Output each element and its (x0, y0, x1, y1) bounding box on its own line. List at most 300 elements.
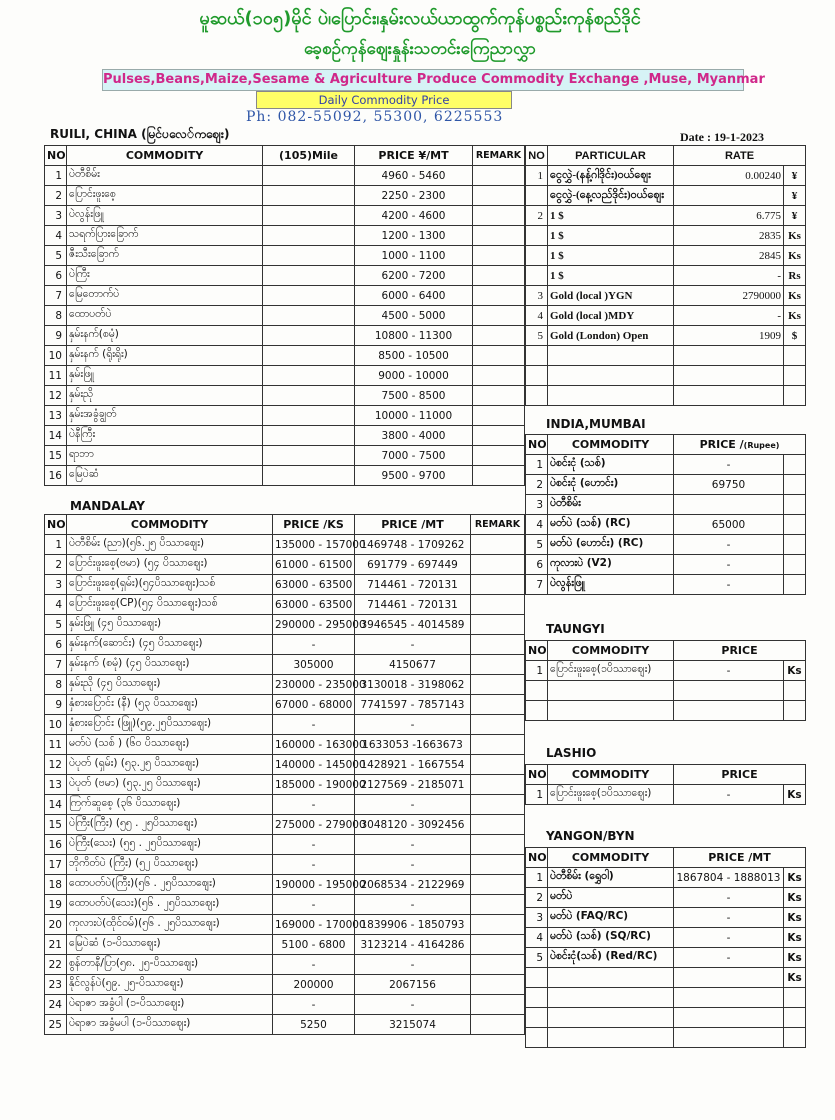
price-ks: 67000 - 68000 (273, 695, 355, 715)
table-row (45, 975, 525, 995)
remark-cell (471, 855, 525, 875)
table-row (45, 695, 525, 715)
commodity-name: ဘိုကိတ်ပဲ (ကြီး) (၅၂ ပိဿာဈေး) (67, 855, 273, 875)
empty-cell (526, 346, 548, 366)
table-row (45, 755, 525, 775)
price-ks: - (273, 795, 355, 815)
row-number: 12 (45, 755, 67, 775)
row-number: 10 (45, 715, 67, 735)
empty-cell (784, 988, 806, 1008)
col-commodity: COMMODITY (548, 641, 674, 661)
row-number: 15 (45, 446, 67, 466)
commodity-name: နှံစားပြောင်း (နီ) (၅၃ ပိဿာဈေး) (67, 695, 273, 715)
empty-cell (548, 988, 674, 1008)
empty-cell (548, 346, 674, 366)
commodity-name: ဇီးသီးခြောက် (67, 246, 263, 266)
remark-cell (471, 915, 525, 935)
price-ks: 61000 - 61500 (273, 555, 355, 575)
commodity-name: ကုလားပဲ(ထိုင်ဝမ်)(၅၆ . ၂၅ပိဿာဈေး) (67, 915, 273, 935)
row-number: 2 (526, 888, 548, 908)
row-number: 18 (45, 875, 67, 895)
empty-cell (674, 1028, 784, 1048)
col-remark: REMARK (473, 146, 525, 166)
india-table (525, 434, 806, 595)
price-yuan: 9000 - 10000 (355, 366, 473, 386)
price-mt: 2127569 - 2185071 (355, 775, 471, 795)
table-row (45, 466, 525, 486)
empty-row (526, 386, 806, 406)
price-yuan: 8500 - 10500 (355, 346, 473, 366)
remark-cell (471, 575, 525, 595)
rate-value: 6.775 (674, 206, 784, 226)
empty-cell (526, 366, 548, 386)
yangon-table (525, 847, 806, 1048)
table-row (526, 206, 806, 226)
particular-name: Gold (local )MDY (548, 306, 674, 326)
price-unit: Ks (784, 785, 806, 805)
mile-price (263, 326, 355, 346)
col-no: NO (526, 435, 548, 455)
price-ks: 140000 - 145000 (273, 755, 355, 775)
table-row (45, 346, 525, 366)
price-mt: 3215074 (355, 1015, 471, 1035)
empty-cell (526, 988, 548, 1008)
commodity-name: မြေပဲဆံ (၁-ပိဿာဈေး) (67, 935, 273, 955)
empty-cell (784, 1008, 806, 1028)
table-row (45, 675, 525, 695)
empty-cell (526, 1028, 548, 1048)
col-price: PRICE (674, 641, 806, 661)
empty-row (526, 681, 806, 701)
table-row (45, 386, 525, 406)
table-row (526, 888, 806, 908)
row-number: 9 (45, 695, 67, 715)
row-number: 4 (45, 226, 67, 246)
empty-cell (784, 701, 806, 721)
commodity-name: နှမ်းညို (67, 386, 263, 406)
col-price-rupee (674, 435, 806, 455)
ruili-table (44, 145, 525, 486)
price-yuan: 2250 - 2300 (355, 186, 473, 206)
table-row (526, 266, 806, 286)
row-number: 4 (526, 306, 548, 326)
row-number: 13 (45, 406, 67, 426)
col-no: NO (526, 641, 548, 661)
rate-value (674, 186, 784, 206)
row-number: 8 (45, 675, 67, 695)
mile-price (263, 406, 355, 426)
row-number: 2 (526, 475, 548, 495)
particular-name: 1 $ (548, 226, 674, 246)
mile-price (263, 426, 355, 446)
table-row (45, 615, 525, 635)
commodity-name: ထောပတ်ပဲ (67, 306, 263, 326)
table-row (45, 535, 525, 555)
remark-cell (471, 755, 525, 775)
row-number: 7 (45, 655, 67, 675)
mile-price (263, 266, 355, 286)
table-row (45, 166, 525, 186)
table-row (526, 495, 806, 515)
commodity-name: ပဲကြီး (67, 266, 263, 286)
commodity-name: ပြောင်းဖူးစေ့ (67, 186, 263, 206)
price-ks: - (273, 855, 355, 875)
mile-price (263, 186, 355, 206)
mile-price (263, 286, 355, 306)
mile-price (263, 366, 355, 386)
unit-cell (784, 555, 806, 575)
price-rupee: 69750 (674, 475, 784, 495)
price-mt: - (355, 895, 471, 915)
row-number (526, 186, 548, 206)
commodity-name: နှမ်းနက်(စမုံ) (67, 326, 263, 346)
table-row (526, 226, 806, 246)
price-yuan: 10000 - 11000 (355, 406, 473, 426)
table-row (45, 635, 525, 655)
price-ks: 275000 - 279000 (273, 815, 355, 835)
table-row (526, 326, 806, 346)
table-row (45, 575, 525, 595)
row-number: 23 (45, 975, 67, 995)
table-row (45, 835, 525, 855)
empty-cell (548, 1028, 674, 1048)
english-title: Pulses,Beans,Maize,Sesame & Agriculture Produce Commodity Exchange ,Muse, Myanmar (102, 69, 744, 91)
price-ks: 160000 - 163000 (273, 735, 355, 755)
commodity-name: ပဲတီစိမ်း (ရွှေဝါ) (548, 868, 674, 888)
row-number (526, 226, 548, 246)
empty-cell (548, 701, 674, 721)
row-number: 5 (45, 615, 67, 635)
row-number (526, 266, 548, 286)
table-row (45, 446, 525, 466)
remark-cell (471, 535, 525, 555)
price-ks: 63000 - 63500 (273, 595, 355, 615)
price-yuan: 4500 - 5000 (355, 306, 473, 326)
row-number: 25 (45, 1015, 67, 1035)
remark-cell (473, 466, 525, 486)
mile-price (263, 166, 355, 186)
rate-value: 2835 (674, 226, 784, 246)
commodity-name: ထောပတ်ပဲ(ကြီး)(၅၆ . ၂၅ပိဿာဈေး) (67, 875, 273, 895)
mile-price (263, 346, 355, 366)
table-row (526, 535, 806, 555)
price-rupee: - (674, 555, 784, 575)
mile-price (263, 226, 355, 246)
table-row (526, 186, 806, 206)
phone-numbers: Ph: 082-55092, 55300, 6225553 (246, 109, 504, 125)
unit-cell (784, 455, 806, 475)
row-number: 2 (45, 186, 67, 206)
commodity-name: ပြောင်းဖူးစေ့(ဗမာ) (၅၄ ပိဿာဈေး) (67, 555, 273, 575)
row-number: 12 (45, 386, 67, 406)
row-number (526, 968, 548, 988)
commodity-name: မတ်ပဲ (သစ် ) (၆၀ ပိဿာဈေး) (67, 735, 273, 755)
unit-cell (784, 535, 806, 555)
price-ks: 63000 - 63500 (273, 575, 355, 595)
price-mt: - (355, 795, 471, 815)
commodity-name: ပဲတီစိမ်း (ညာ)(၅၆.၂၅ ပိဿာဈေး) (67, 535, 273, 555)
remark-cell (471, 695, 525, 715)
table-row (526, 908, 806, 928)
commodity-name: ပဲကြီး(ကြီး) (၅၅ . ၂၅ပိဿာဈေး) (67, 815, 273, 835)
row-number: 1 (526, 785, 548, 805)
remark-cell (471, 955, 525, 975)
row-number: 9 (45, 326, 67, 346)
commodity-name: သရက်ပြားခြောက် (67, 226, 263, 246)
col-price-mt: PRICE /MT (674, 848, 806, 868)
lashio-title: LASHIO (546, 746, 597, 760)
col-commodity: COMMODITY (548, 848, 674, 868)
price-mt: - (355, 855, 471, 875)
price-unit: Ks (784, 948, 806, 968)
table-row (45, 815, 525, 835)
remark-cell (471, 875, 525, 895)
commodity-name: စွန်တာနီ/ပြာ(၅၈. ၂၅-ပိဿာဈေး) (67, 955, 273, 975)
empty-cell (784, 1028, 806, 1048)
row-number: 15 (45, 815, 67, 835)
empty-cell (784, 346, 806, 366)
table-row (45, 735, 525, 755)
price-ks: - (273, 635, 355, 655)
price-mt: - (355, 715, 471, 735)
price-mt: - (355, 955, 471, 975)
table-row (526, 166, 806, 186)
table-row (45, 206, 525, 226)
rate-value: 2845 (674, 246, 784, 266)
price-yuan: 9500 - 9700 (355, 466, 473, 486)
taungyi-rows (526, 661, 806, 721)
price-mt: - (674, 928, 784, 948)
commodity-name (548, 968, 674, 988)
row-number: 3 (45, 575, 67, 595)
remark-cell (473, 226, 525, 246)
empty-cell (548, 681, 674, 701)
table-row (526, 555, 806, 575)
particular-name: 1 $ (548, 206, 674, 226)
rate-value: 0.00240 (674, 166, 784, 186)
commodity-name: ပဲစင်းငုံ (သစ်) (548, 455, 674, 475)
commodity-name: နှမ်းဖြူ (67, 366, 263, 386)
commodity-name: မတ်ပဲ (FAQ/RC) (548, 908, 674, 928)
empty-cell (674, 1008, 784, 1028)
particular-name: 1 $ (548, 246, 674, 266)
rate-value: 2790000 (674, 286, 784, 306)
price-ks: 230000 - 235000 (273, 675, 355, 695)
unit-cell (784, 575, 806, 595)
empty-cell (526, 701, 548, 721)
price-yuan: 4200 - 4600 (355, 206, 473, 226)
col-price: PRICE (674, 765, 806, 785)
table-row (526, 968, 806, 988)
remark-cell (473, 206, 525, 226)
rate-unit: Ks (784, 286, 806, 306)
remark-cell (471, 555, 525, 575)
remark-cell (471, 675, 525, 695)
price-yuan: 7500 - 8500 (355, 386, 473, 406)
price-mt: 1428921 - 1667554 (355, 755, 471, 775)
india-rows (526, 455, 806, 595)
price-mt: 7741597 - 7857143 (355, 695, 471, 715)
table-row (45, 555, 525, 575)
row-number: 4 (526, 928, 548, 948)
table-row (45, 246, 525, 266)
row-number: 3 (526, 495, 548, 515)
price-yuan: 6200 - 7200 (355, 266, 473, 286)
row-number: 13 (45, 775, 67, 795)
row-number: 1 (45, 166, 67, 186)
remark-cell (473, 286, 525, 306)
row-number: 5 (45, 246, 67, 266)
remark-cell (471, 995, 525, 1015)
commodity-name: မတ်ပဲ (ဟောင်း) (RC) (548, 535, 674, 555)
price-mt: 3946545 - 4014589 (355, 615, 471, 635)
rates-table (525, 145, 806, 406)
price-mt: - (355, 835, 471, 855)
report-date: Date : 19-1-2023 (680, 130, 764, 144)
price-mt: - (674, 888, 784, 908)
empty-cell (674, 681, 784, 701)
table-row (45, 286, 525, 306)
empty-row (526, 988, 806, 1008)
commodity-name: နှမ်းနက် (စမုံ) (၄၅ ပိဿာဈေး) (67, 655, 273, 675)
row-number: 5 (526, 948, 548, 968)
remark-cell (471, 835, 525, 855)
table-row (45, 306, 525, 326)
price-mt: 3123214 - 4164286 (355, 935, 471, 955)
empty-row (526, 1008, 806, 1028)
remark-cell (473, 426, 525, 446)
empty-cell (526, 386, 548, 406)
price-mt: 4150677 (355, 655, 471, 675)
row-number: 6 (45, 635, 67, 655)
remark-cell (471, 615, 525, 635)
row-number: 1 (45, 535, 67, 555)
row-number: 11 (45, 366, 67, 386)
myanmar-title: မူဆယ်(၁၀၅)မိုင် ပဲ၊ပြောင်း၊နှမ်းလယ်ယာထွက်ကုန်ပစ္စည်းကုန်စည်ဒိုင် (199, 8, 641, 29)
commodity-name: ပဲပုတ် (ဗမာ) (၅၃.၂၅ ပိဿာဈေး) (67, 775, 273, 795)
particular-name: ငွေလွှဲ-(နေ့လည်ဒိုင်း)ဝယ်ဈေး (548, 186, 674, 206)
row-number: 5 (526, 326, 548, 346)
col-commodity: COMMODITY (548, 435, 674, 455)
commodity-name: ပဲလွန်းဖြူ (67, 206, 263, 226)
empty-cell (674, 386, 784, 406)
table-row (45, 935, 525, 955)
col-commodity: COMMODITY (67, 146, 263, 166)
commodity-name: ပဲရာဇာ အခွံပါ (၁-ပိဿာဈေး) (67, 995, 273, 1015)
rate-unit: Rs (784, 266, 806, 286)
table-row (45, 366, 525, 386)
rate-unit: Ks (784, 306, 806, 326)
price-mt: - (674, 908, 784, 928)
table-row (45, 326, 525, 346)
row-number: 2 (526, 206, 548, 226)
col-mile: (105)Mile (263, 146, 355, 166)
row-number: 3 (45, 206, 67, 226)
price-ks: 185000 - 190000 (273, 775, 355, 795)
table-row (45, 955, 525, 975)
remark-cell (471, 595, 525, 615)
remark-cell (471, 815, 525, 835)
price-mt: 1839906 - 1850793 (355, 915, 471, 935)
remark-cell (473, 346, 525, 366)
row-number: 6 (526, 555, 548, 575)
rate-value: 1909 (674, 326, 784, 346)
mile-price (263, 466, 355, 486)
col-commodity: COMMODITY (67, 515, 273, 535)
rate-unit: Ks (784, 226, 806, 246)
row-number: 17 (45, 855, 67, 875)
table-row (526, 868, 806, 888)
commodity-name: ပြောင်းဖူးစေ့(ရှမ်း)(၅၄ပိဿာဈေး)သစ် (67, 575, 273, 595)
col-no: NO (526, 848, 548, 868)
col-particular: PARTICULAR (548, 146, 674, 166)
price-unit: Ks (784, 928, 806, 948)
price-mt: 714461 - 720131 (355, 595, 471, 615)
particular-name: 1 $ (548, 266, 674, 286)
particular-name: Gold (local )YGN (548, 286, 674, 306)
row-number: 3 (526, 908, 548, 928)
commodity-name: နှမ်းအခွံချွတ် (67, 406, 263, 426)
price-rupee: - (674, 535, 784, 555)
table-row (526, 785, 806, 805)
empty-cell (548, 386, 674, 406)
price-mt: - (674, 948, 784, 968)
commodity-name: ပဲစင်းငုံ (ဟောင်း) (548, 475, 674, 495)
row-number: 4 (45, 595, 67, 615)
remark-cell (471, 635, 525, 655)
remark-cell (473, 266, 525, 286)
commodity-name: ပဲတီစိမ်း (67, 166, 263, 186)
empty-cell (548, 1008, 674, 1028)
rate-unit: Ks (784, 246, 806, 266)
price-unit: Ks (784, 968, 806, 988)
table-row (526, 246, 806, 266)
remark-cell (471, 655, 525, 675)
mandalay-table (44, 514, 525, 1035)
mandalay-title: MANDALAY (70, 499, 145, 513)
empty-cell (784, 366, 806, 386)
remark-cell (471, 795, 525, 815)
yangon-rows (526, 868, 806, 1048)
price-yuan: 3800 - 4000 (355, 426, 473, 446)
commodity-name: မတ်ပဲ (သစ်) (RC) (548, 515, 674, 535)
commodity-name: နှမ်းနက်(ဆောင်း) (၄၅ ပိဿာဈေး) (67, 635, 273, 655)
price-mt: 3130018 - 3198062 (355, 675, 471, 695)
table-row (526, 928, 806, 948)
remark-cell (471, 1015, 525, 1035)
remark-cell (473, 166, 525, 186)
price-ks: - (273, 995, 355, 1015)
remark-cell (471, 715, 525, 735)
empty-row (526, 701, 806, 721)
rate-unit: $ (784, 326, 806, 346)
price-yuan: 6000 - 6400 (355, 286, 473, 306)
remark-cell (473, 446, 525, 466)
empty-row (526, 1028, 806, 1048)
table-row (526, 286, 806, 306)
table-row (526, 948, 806, 968)
row-number: 7 (45, 286, 67, 306)
price-yuan: 1000 - 1100 (355, 246, 473, 266)
row-number: 22 (45, 955, 67, 975)
col-price-ks: PRICE /KS (273, 515, 355, 535)
col-price: PRICE ¥/MT (355, 146, 473, 166)
price-ks: 135000 - 157000 (273, 535, 355, 555)
empty-cell (674, 366, 784, 386)
remark-cell (473, 306, 525, 326)
rate-unit: ¥ (784, 206, 806, 226)
price-unit: Ks (784, 868, 806, 888)
